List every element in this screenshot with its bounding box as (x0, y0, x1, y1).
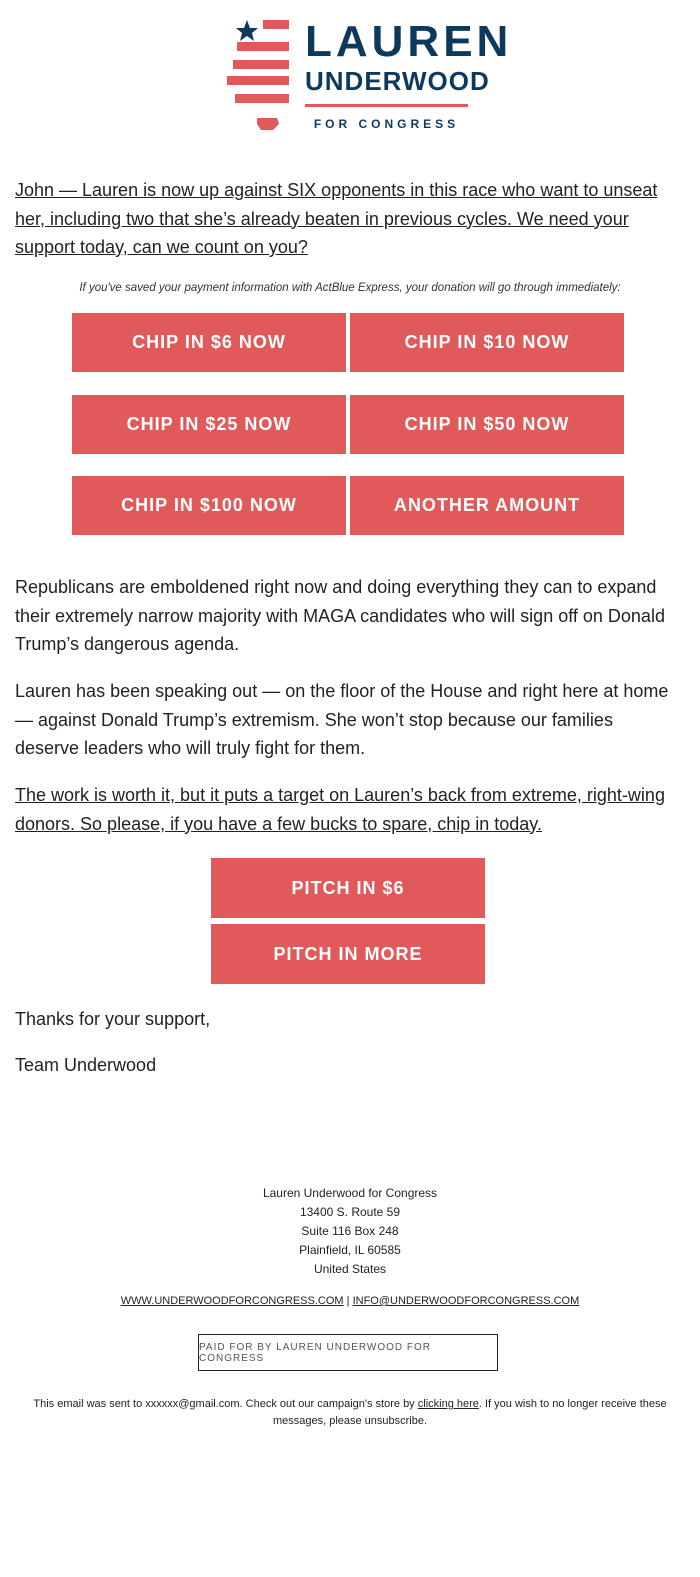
logo-tagline: FOR CONGRESS (313, 117, 460, 131)
signoff-thanks: Thanks for your support, (15, 1009, 211, 1029)
body-paragraph-1: Republicans are emboldened right now and doing everything they can to expand their extremely narrow majority with MAGA candidates who will sign off on Donald Trump’s dangerous agenda. (15, 577, 665, 654)
footer-address (0, 1184, 700, 1279)
address-line: Suite 116 Box 248 (301, 1224, 399, 1238)
address-line: United States (313, 1262, 387, 1276)
chip-in-25-button[interactable]: CHIP IN $25 NOW (72, 395, 346, 454)
campaign-logo (225, 17, 513, 136)
link-separator: | (346, 1295, 350, 1307)
paid-for-disclaimer: PAID FOR BY LAUREN UNDERWOOD FOR CONGRESS (198, 1334, 498, 1371)
address-line: Plainfield, IL 60585 (299, 1243, 401, 1257)
store-link[interactable]: clicking here (417, 1398, 479, 1410)
website-link[interactable]: WWW.UNDERWOODFORCONGRESS.COM (120, 1295, 344, 1307)
logo-name-line2: UNDERWOOD (305, 66, 490, 96)
body-paragraph-3[interactable]: The work is worth it, but it puts a target on Lauren’s back from extreme, right-wing donors. So please, if you have a few bucks to spare, chip in today. (15, 785, 665, 834)
another-amount-button[interactable]: ANOTHER AMOUNT (350, 476, 624, 535)
chip-in-10-button[interactable]: CHIP IN $10 NOW (350, 313, 624, 372)
logo-divider (305, 104, 468, 107)
fine-print-text-end: . If you wish to no longer receive these messages, please unsubscribe. (272, 1398, 667, 1427)
pitch-in-more-button[interactable]: PITCH IN MORE (211, 924, 485, 984)
intro-link[interactable] (15, 176, 680, 262)
body-paragraph-2: Lauren has been speaking out — on the floor of the House and right here at home — against Donald Trump’s extremism. She won’t stop because our families deserve leaders who will truly fight for them. (15, 681, 669, 758)
chip-in-50-button[interactable]: CHIP IN $50 NOW (350, 395, 624, 454)
flag-map-icon (225, 18, 303, 136)
intro-text[interactable]: John — Lauren is now up against SIX opponents in this race who want to unseat her, including two that she’s already beaten in previous cycles. We need your support today, can we count on you? (15, 180, 658, 257)
address-line: Lauren Underwood for Congress (262, 1186, 438, 1200)
pitch-in-6-button[interactable]: PITCH IN $6 (211, 858, 485, 918)
signoff-team: Team Underwood (15, 1055, 157, 1075)
footer-links (0, 1295, 700, 1307)
actblue-express-note: If you've saved your payment information with ActBlue Express, your donation will go through immediately: (79, 282, 621, 294)
email-link[interactable]: INFO@UNDERWOODFORCONGRESS.COM (352, 1295, 580, 1307)
footer-fine-print (25, 1396, 675, 1430)
fine-print-text: This email was sent to xxxxxx@gmail.com. Check out our campaign's store by (33, 1398, 418, 1410)
body-paragraph-3-link[interactable] (15, 781, 680, 838)
chip-in-6-button[interactable]: CHIP IN $6 NOW (72, 313, 346, 372)
address-line: 13400 S. Route 59 (299, 1205, 401, 1219)
logo-name-line1: LAUREN (305, 17, 513, 66)
chip-in-100-button[interactable]: CHIP IN $100 NOW (72, 476, 346, 535)
